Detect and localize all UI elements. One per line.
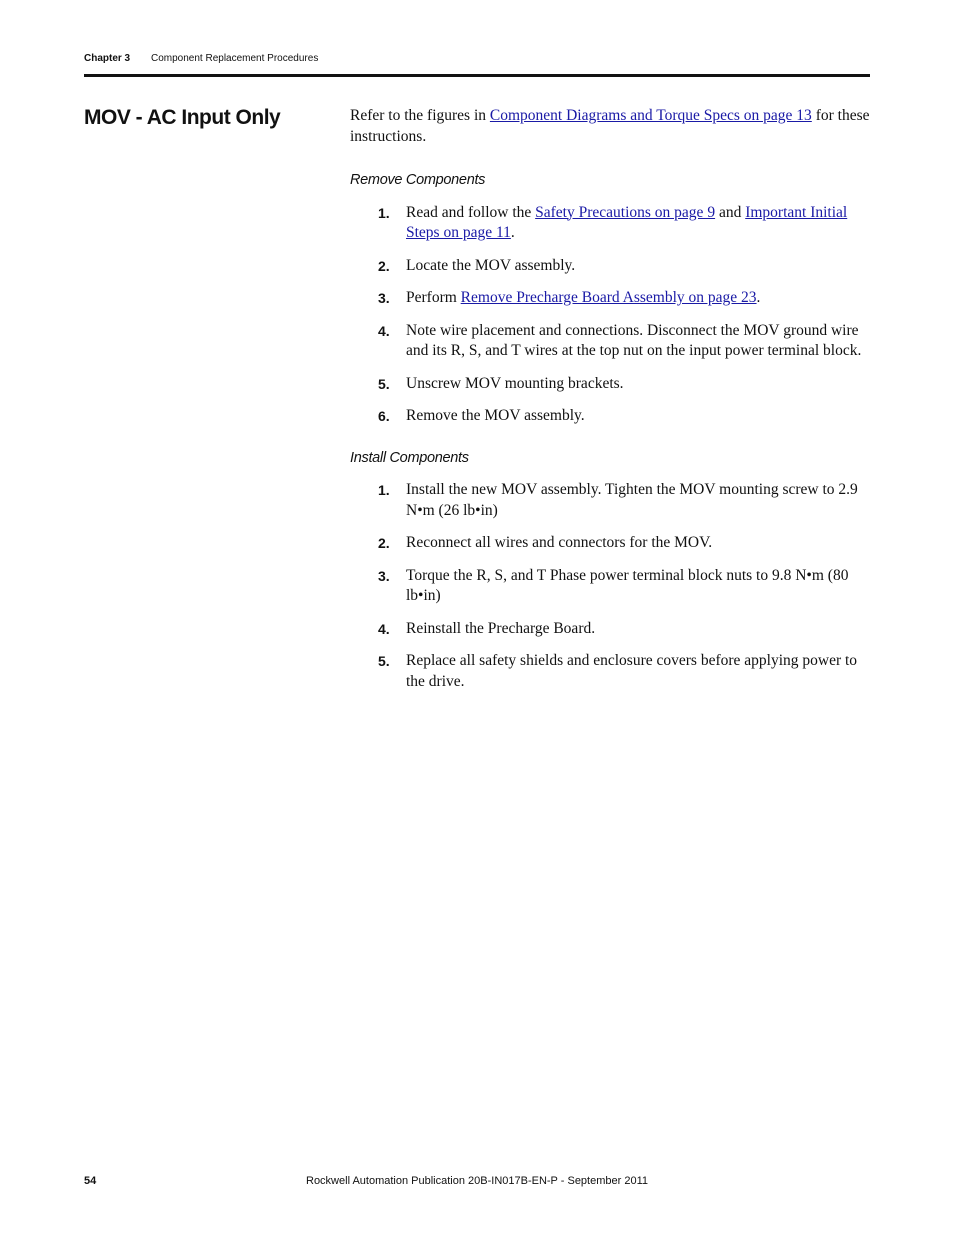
link-component-diagrams[interactable]: Component Diagrams and Torque Specs on page 13	[489, 107, 812, 124]
intro-paragraph: Refer to the figures in Component Diagrams and Torque Specs on page 13 for these instructions.	[350, 107, 870, 145]
page-header	[84, 53, 870, 64]
list-item: 1. Install the new MOV assembly. Tighten the MOV mounting screw to 2.9 N•m (26 lb•in)	[378, 481, 858, 519]
remove-steps-list	[350, 203, 870, 427]
link-important-initial-steps[interactable]: Important Initial Steps on page 11	[406, 203, 848, 241]
list-item: 4. Reinstall the Precharge Board.	[378, 619, 596, 637]
list-item: 2. Locate the MOV assembly.	[378, 256, 576, 274]
link-remove-precharge-board[interactable]: Remove Precharge Board Assembly on page 23	[460, 289, 757, 306]
header-rule	[84, 74, 870, 77]
section-title: MOV - AC Input Only	[84, 106, 281, 129]
list-item: 3. Torque the R, S, and T Phase power terminal block nuts to 9.8 N•m (80 lb•in)	[378, 566, 849, 604]
list-item: 5. Unscrew MOV mounting brackets.	[378, 374, 624, 392]
list-item: 6. Remove the MOV assembly.	[378, 407, 585, 424]
section-body	[350, 106, 870, 704]
publication-footer: Rockwell Automation Publication 20B-IN017B-EN-P - September 2011	[306, 1175, 648, 1187]
list-item: 4. Note wire placement and connections. Disconnect the MOV ground wire and its R, S, and T wires at the top nut on the input power terminal block.	[378, 321, 862, 359]
install-components-heading: Install Components	[350, 449, 469, 466]
link-safety-precautions[interactable]: Safety Precautions on page 9	[535, 203, 716, 221]
chapter-title: Component Replacement Procedures	[151, 53, 319, 64]
list-item: 3. Perform Remove Precharge Board Assembly on page 23.	[378, 289, 761, 306]
remove-components-heading: Remove Components	[350, 172, 486, 188]
chapter-label: Chapter 3	[84, 53, 131, 64]
list-item: 2. Reconnect all wires and connectors for the MOV.	[378, 534, 713, 551]
install-steps-list	[350, 480, 870, 692]
page-number: 54	[84, 1175, 97, 1187]
list-item: 5. Replace all safety shields and enclosure covers before applying power to the drive.	[378, 652, 858, 690]
list-item: 1. Read and follow the Safety Precautions on page 9 and Important Initial Steps on page 11.	[378, 203, 848, 241]
